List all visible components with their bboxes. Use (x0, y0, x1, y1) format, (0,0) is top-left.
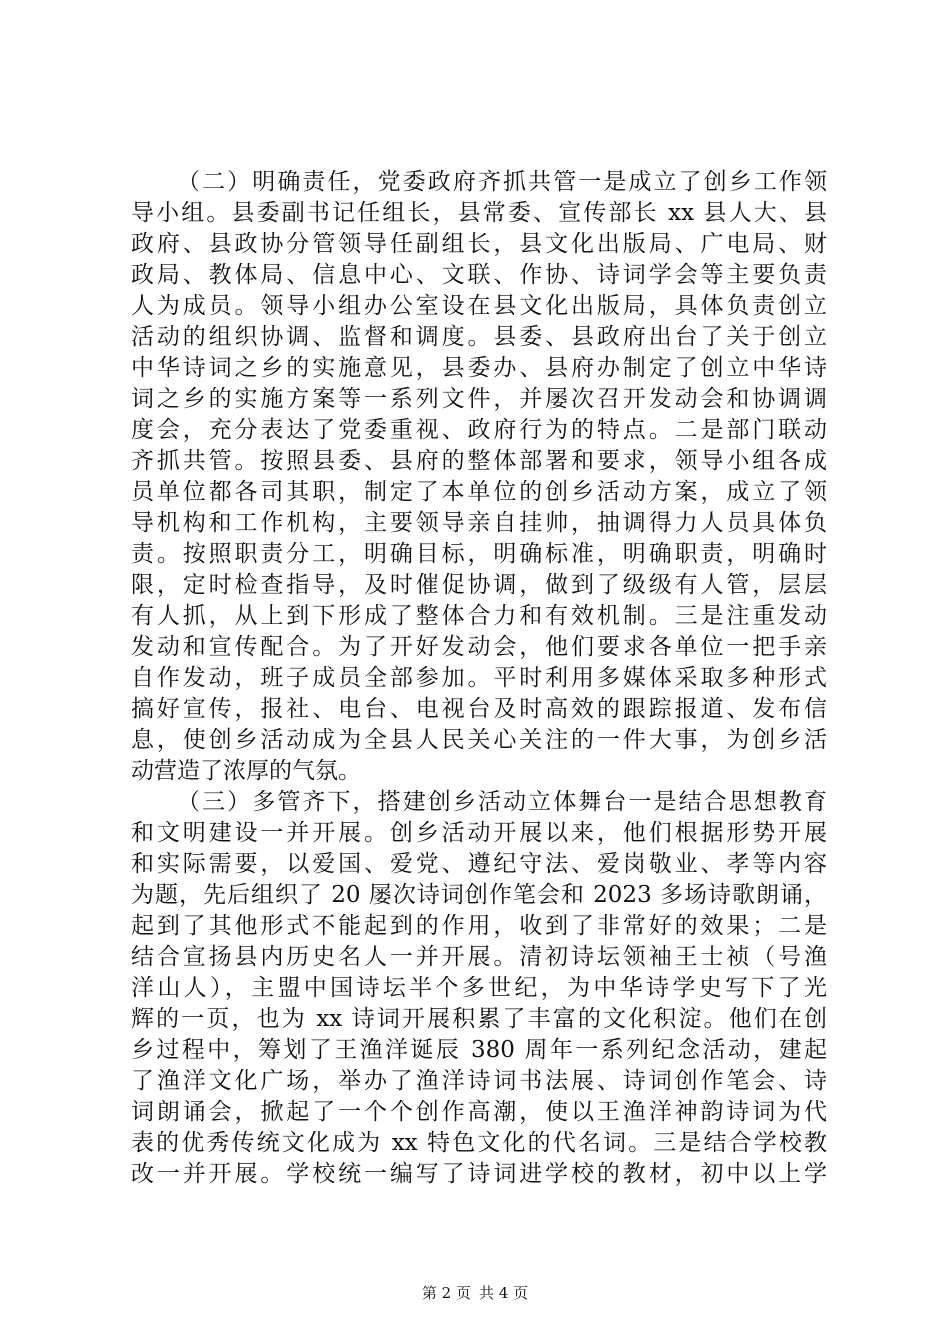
text-line: 词朗诵会，掀起了一个个创作高潮，使以王渔洋神韵诗词为代 (131, 1099, 827, 1125)
text-line: 为题，先后组织了 20 屡次诗词创作笔会和 2023 多场诗歌朗诵， (131, 882, 827, 908)
text-line: 自作发动，班子成员全部参加。平时利用多媒体采取多种形式 (131, 665, 827, 691)
text-line: 发动和宣传配合。为了开好发动会，他们要求各单位一把手亲 (131, 634, 827, 660)
text-line: 和实际需要，以爱国、爱党、遵纪守法、爱岗敬业、孝等内容 (131, 851, 827, 877)
text-line: 起到了其他形式不能起到的作用，收到了非常好的效果；二是 (131, 913, 827, 939)
text-line: （三）多管齐下，搭建创乡活动立体舞台一是结合思想教育 (177, 789, 827, 815)
page-total: 共 4 页 (479, 1284, 529, 1302)
text-line: 政府、县政协分管领导任副组长，县文化出版局、广电局、财 (131, 231, 827, 257)
text-line: （二）明确责任，党委政府齐抓共管一是成立了创乡工作领 (177, 169, 827, 195)
text-line: 词之乡的实施方案等一系列文件，并屡次召开发动会和协调调 (131, 386, 827, 412)
text-line: 和文明建设一并开展。创乡活动开展以来，他们根据形势开展 (131, 820, 827, 846)
text-line: 活动的组织协调、监督和调度。县委、县政府出台了关于创立 (131, 324, 827, 350)
text-line: 员单位都各司其职，制定了本单位的创乡活动方案，成立了领 (131, 479, 827, 505)
text-line: 责。按照职责分工，明确目标，明确标准，明确职责，明确时 (131, 541, 827, 567)
text-line: 息，使创乡活动成为全县人民关心关注的一件大事，为创乡活 (131, 727, 827, 753)
text-line: 人为成员。领导小组办公室设在县文化出版局，具体负责创立 (131, 293, 827, 319)
page-number: 第 2 页 (421, 1284, 471, 1302)
text-line: 限，定时检查指导，及时催促协调，做到了级级有人管，层层 (131, 572, 827, 598)
text-line: 结合宣扬县内历史名人一并开展。清初诗坛领袖王士祯（号渔 (131, 944, 827, 970)
text-line: 政局、教体局、信息中心、文联、作协、诗词学会等主要负责 (131, 262, 827, 288)
text-line: 动营造了浓厚的气氛。 (131, 758, 361, 784)
text-line: 度会，充分表达了党委重视、政府行为的特点。二是部门联动 (131, 417, 827, 443)
text-line: 辉的一页，也为 xx 诗词开展积累了丰富的文化积淀。他们在创 (131, 1006, 827, 1032)
text-line: 齐抓共管。按照县委、县府的整体部署和要求，领导小组各成 (131, 448, 827, 474)
page-footer (0, 1283, 950, 1303)
text-line: 表的优秀传统文化成为 xx 特色文化的代名词。三是结合学校教 (131, 1130, 827, 1156)
text-line: 有人抓，从上到下形成了整体合力和有效机制。三是注重发动 (131, 603, 827, 629)
text-line: 洋山人），主盟中国诗坛半个多世纪，为中华诗学史写下了光 (131, 975, 827, 1001)
text-line: 乡过程中，筹划了王渔洋诞辰 380 周年一系列纪念活动，建起 (131, 1037, 827, 1063)
document-body (131, 167, 827, 1190)
text-line: 了渔洋文化广场，举办了渔洋诗词书法展、诗词创作笔会、诗 (131, 1068, 827, 1094)
text-line: 搞好宣传，报社、电台、电视台及时高效的跟踪报道、发布信 (131, 696, 827, 722)
text-line: 中华诗词之乡的实施意见，县委办、县府办制定了创立中华诗 (131, 355, 827, 381)
text-line: 导机构和工作机构，主要领导亲自挂帅，抽调得力人员具体负 (131, 510, 827, 536)
text-line: 改一并开展。学校统一编写了诗词进学校的教材，初中以上学 (131, 1161, 827, 1187)
text-line: 导小组。县委副书记任组长，县常委、宣传部长 xx 县人大、县 (131, 200, 827, 226)
